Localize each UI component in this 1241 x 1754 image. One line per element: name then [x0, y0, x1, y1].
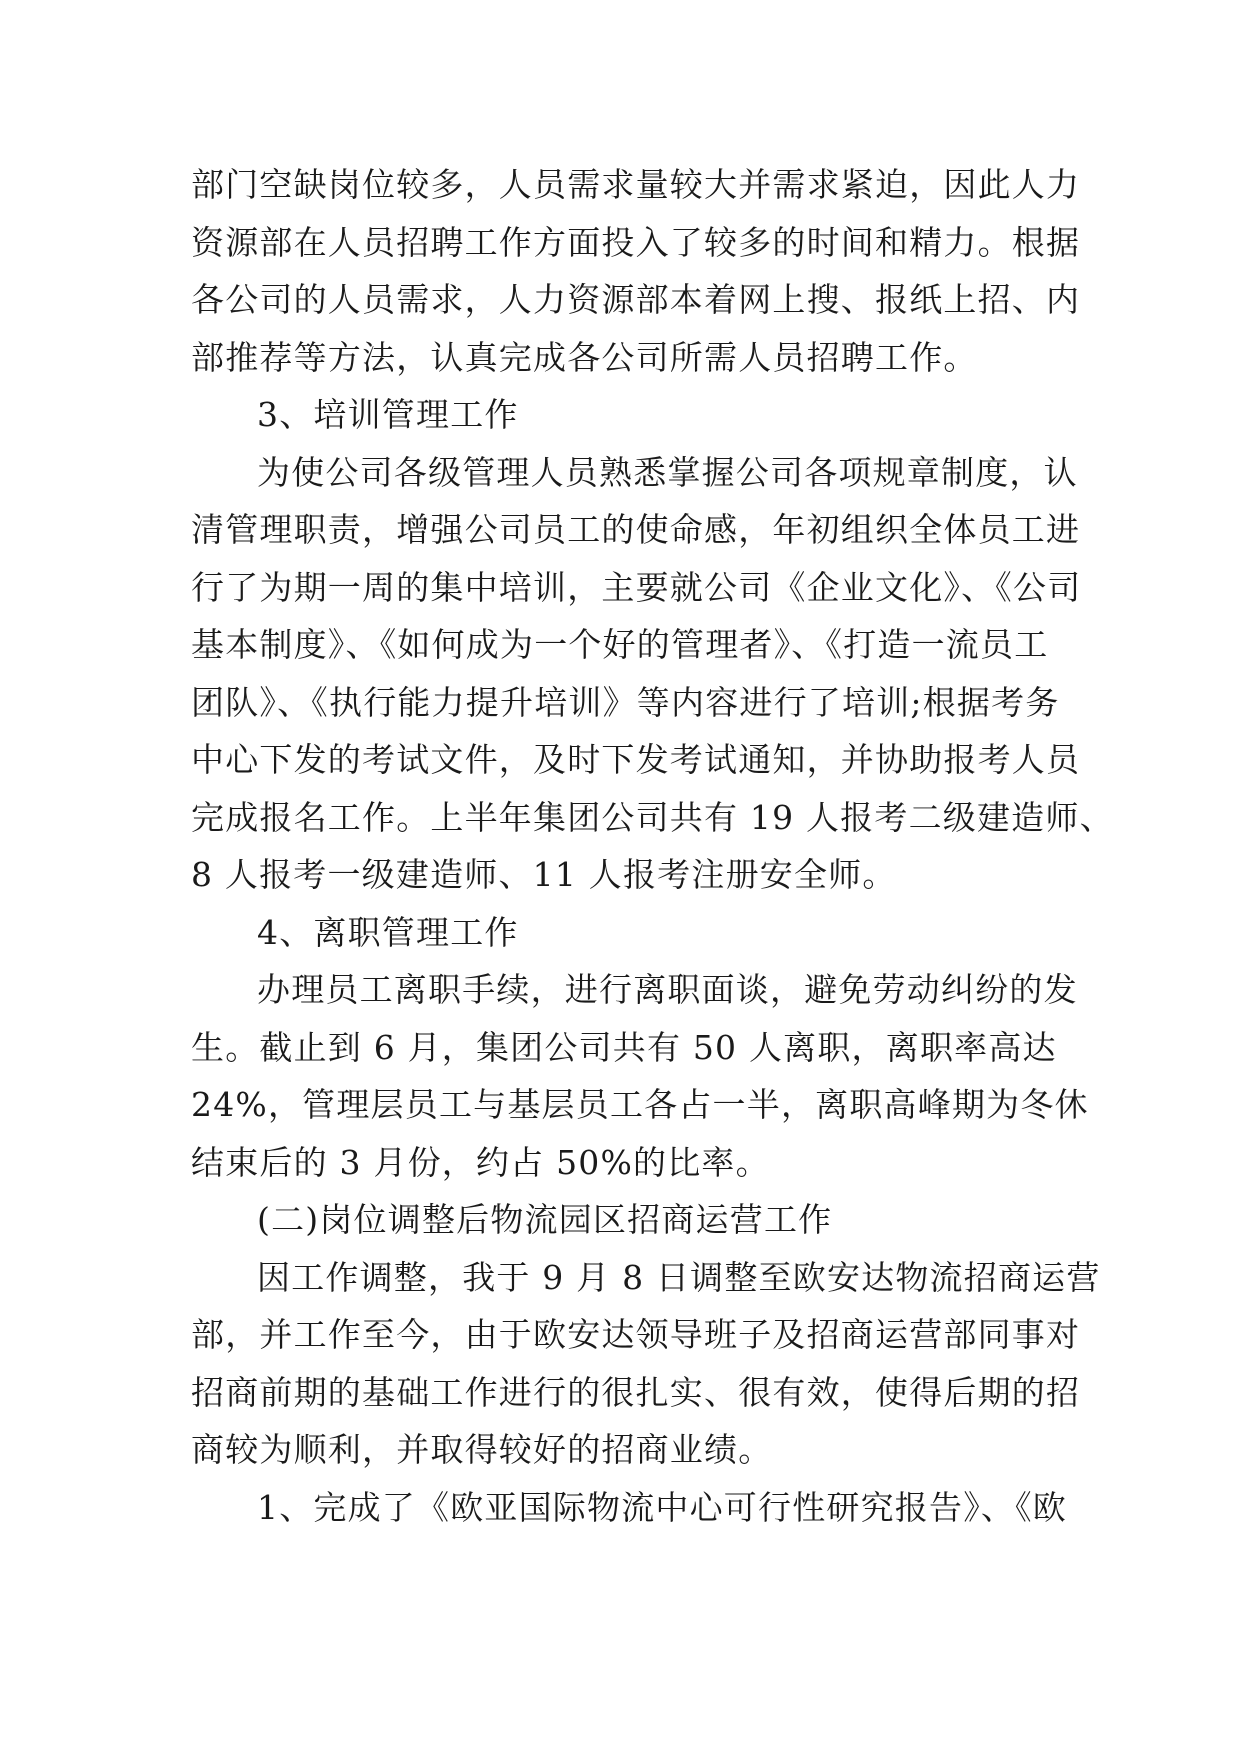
body-line: 团队》、《执行能力提升培训》等内容进行了培训;根据考务 [191, 682, 1060, 722]
body-line: 中心下发的考试文件，及时下发考试通知，并协助报考人员 [191, 740, 1081, 779]
body-line: 结束后的 3 月份，约占 50%的比率。 [191, 1142, 770, 1182]
section-heading: 4、离职管理工作 [257, 912, 519, 952]
document-body [191, 156, 1114, 1536]
body-line: 各公司的人员需求，人力资源部本着网上搜、报纸上招、内 [191, 280, 1081, 319]
section-heading: 3、培训管理工作 [257, 395, 519, 434]
body-line: 部门空缺岗位较多，人员需求量较大并需求紧迫，因此人力 [191, 165, 1081, 204]
body-line: 生。截止到 6 月，集团公司共有 50 人离职，离职率高达 [191, 1027, 1057, 1067]
body-line: 8 人报考一级建造师、11 人报考注册安全师。 [191, 855, 897, 894]
body-line: 为使公司各级管理人员熟悉掌握公司各项规章制度，认 [257, 452, 1078, 492]
body-line: 24%，管理层员工与基层员工各占一半，离职高峰期为冬休 [191, 1085, 1089, 1124]
body-line: 招商前期的基础工作进行的很扎实、很有效，使得后期的招 [191, 1372, 1081, 1412]
body-line: 基本制度》、《如何成为一个好的管理者》、《打造一流员工 [191, 625, 1049, 664]
body-line: 行了为期一周的集中培训，主要就公司《企业文化》、《公司 [191, 567, 1082, 607]
section-heading: (二)岗位调整后物流园区招商运营工作 [257, 1200, 833, 1239]
body-line: 部，并工作至今，由于欧安达领导班子及招商运营部同事对 [191, 1315, 1081, 1354]
body-line: 1、完成了《欧亚国际物流中心可行性研究报告》、《欧 [257, 1487, 1067, 1527]
body-line: 资源部在人员招聘工作方面投入了较多的时间和精力。根据 [191, 222, 1081, 262]
body-line: 因工作调整，我于 9 月 8 日调整至欧安达物流招商运营 [257, 1257, 1101, 1297]
body-line: 部推荐等方法，认真完成各公司所需人员招聘工作。 [191, 337, 978, 377]
body-line: 清管理职责，增强公司员工的使命感，年初组织全体员工进 [191, 510, 1081, 549]
body-line: 商较为顺利，并取得较好的招商业绩。 [191, 1430, 773, 1469]
body-line: 完成报名工作。上半年集团公司共有 19 人报考二级建造师、 [191, 797, 1114, 837]
body-line: 办理员工离职手续，进行离职面谈，避免劳动纠纷的发 [257, 970, 1078, 1009]
